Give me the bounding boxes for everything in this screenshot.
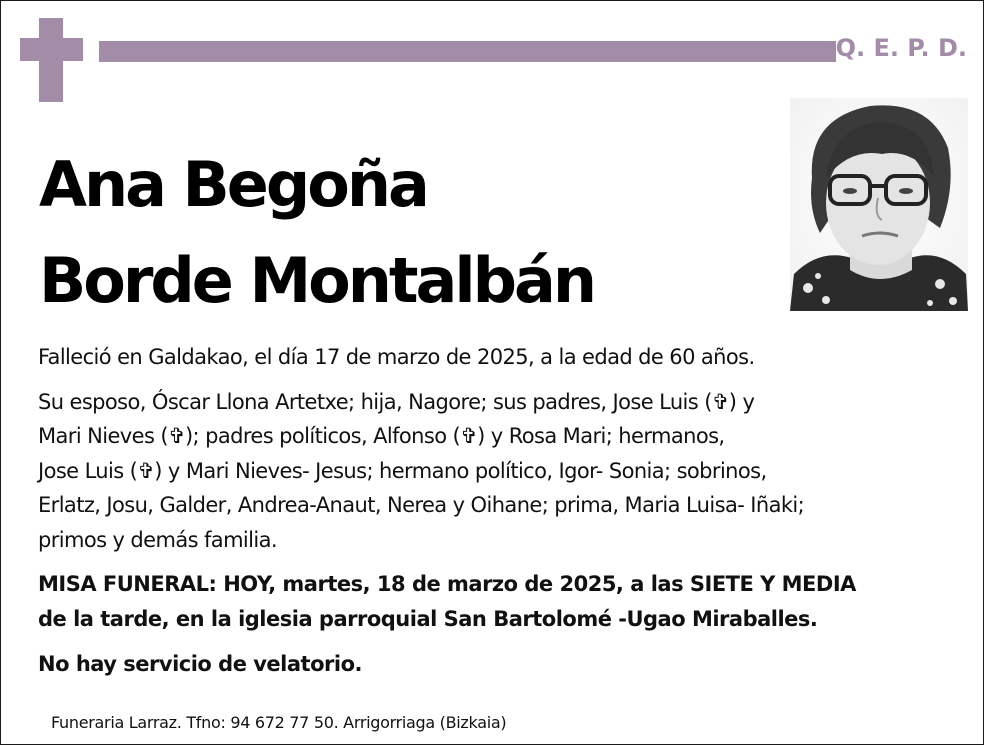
family-line: Jose Luis (✞) y Mari Nieves- Jesus; hermano político, Igor- Sonia; sobrinos, (38, 458, 767, 483)
name-line-2: Borde Montalbán (39, 244, 594, 317)
qepd-label: Q. E. P. D. (835, 34, 967, 62)
obituary-body (38, 340, 953, 682)
family-line: Mari Nieves (✞); padres políticos, Alfonso (✞) y Rosa Mari; hermanos, (38, 424, 725, 448)
vigil-notice: No hay servicio de velatorio. (38, 652, 362, 676)
deceased-name (39, 137, 594, 329)
funeral-mass (38, 567, 953, 636)
portrait-photo (790, 98, 968, 311)
name-line-1: Ana Begoña (39, 148, 427, 221)
death-notice: Falleció en Galdakao, el día 17 de marzo de 2025, a la edad de 60 años. (38, 345, 755, 369)
funeral-home-footer: Funeraria Larraz. Tfno: 94 672 77 50. Arrigorriaga (Bizkaia) (51, 713, 507, 732)
family-line: Erlatz, Josu, Galder, Andrea-Anaut, Nerea y Oihane; prima, Maria Luisa- Iñaki; (38, 493, 805, 517)
family-line: primos y demás familia. (38, 527, 277, 552)
cross-icon-horizontal (20, 38, 83, 61)
family-list (38, 385, 953, 558)
funeral-line: MISA FUNERAL: HOY, martes, 18 de marzo de 2025, a las SIETE Y MEDIA (38, 572, 856, 596)
family-line: Su esposo, Óscar Llona Artetxe; hija, Nagore; sus padres, Jose Luis (✞) y (38, 389, 755, 414)
header-rule (99, 41, 836, 62)
funeral-line: de la tarde, en la iglesia parroquial San Bartolomé -Ugao Miraballes. (38, 606, 818, 631)
